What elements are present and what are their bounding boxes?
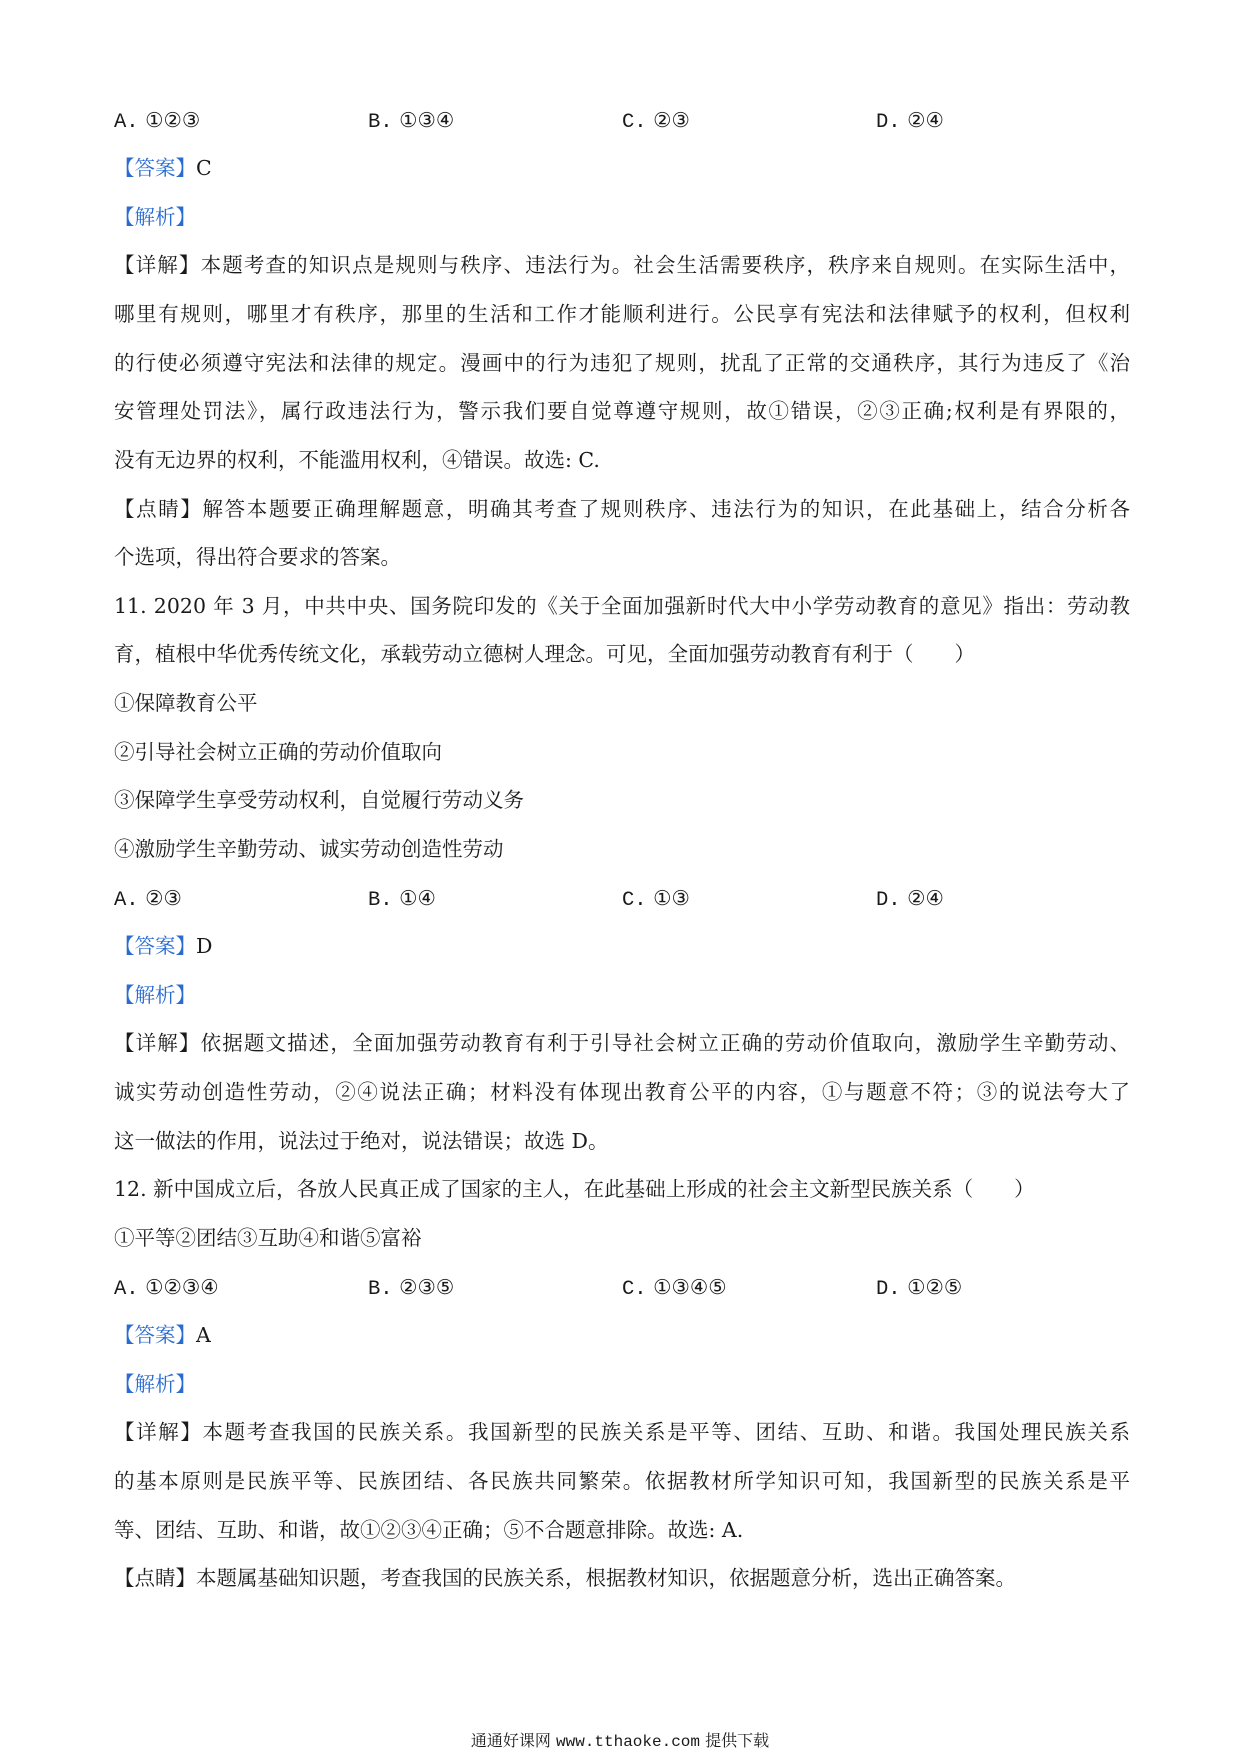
q11-detail-line: 这一做法的作用，说法过于绝对，说法错误；故选 D。 (114, 1129, 609, 1153)
analysis-tag: 【解析】 (114, 983, 196, 1007)
q10-option-a: A. ①②③ (114, 108, 201, 134)
page-footer (0, 1730, 1240, 1753)
detail-tag: 【详解】 (114, 1031, 201, 1055)
q11-options (114, 884, 1130, 912)
q10-options (114, 106, 1130, 134)
q10-option-c: C. ②③ (622, 108, 690, 134)
q10-answer: 【答案】C (114, 156, 212, 180)
q12-option-b: B. ②③⑤ (368, 1275, 455, 1301)
q10-option-b: B. ①③④ (368, 108, 455, 134)
comment-tag: 【点睛】 (114, 497, 203, 521)
q10-option-d: D. ②④ (876, 108, 944, 134)
q12-option-a: A. ①②③④ (114, 1275, 219, 1301)
q10-detail-line: 哪里有规则，哪里才有秩序，那里的生活和工作才能顺利进行。公民享有宪法和法律赋予的权利，但权利 (114, 302, 1130, 326)
q11-item: ④激励学生辛勤劳动、诚实劳动创造性劳动 (114, 837, 504, 861)
q12-detail-line: 【详解】本题考查我国的民族关系。我国新型的民族关系是平等、团结、互助、和谐。我国处理民族关系 (114, 1420, 1131, 1444)
q11-stem-line: 11. 2020 年 3 月，中共中央、国务院印发的《关于全面加强新时代大中小学劳动教育的意见》指出：劳动教 (114, 594, 1130, 618)
footer-site-name: 通通好课网 (470, 1731, 551, 1750)
answer-tag: 【答案】 (114, 934, 196, 958)
q11-detail-line: 诚实劳动创造性劳动，②④说法正确；材料没有体现出教育公平的内容，①与题意不符；③的说法夸大了 (114, 1080, 1130, 1104)
answer-tag: 【答案】 (114, 1323, 196, 1347)
detail-tag: 【详解】 (114, 253, 201, 277)
q11-option-c: C. ①③ (622, 886, 690, 912)
q10-detail-line: 的行使必须遵守宪法和法律的规定。漫画中的行为违犯了规则，扰乱了正常的交通秩序，其行为违反了《治 (114, 351, 1130, 375)
q12-options (114, 1273, 1130, 1301)
comment-tag: 【点睛】 (114, 1566, 196, 1590)
analysis-tag: 【解析】 (114, 1372, 196, 1396)
q12-stem-line: 12. 新中国成立后，各放人民真正成了国家的主人，在此基础上形成的社会主文新型民族关系（ ） (114, 1177, 1035, 1201)
q10-comment-line: 【点睛】解答本题要正确理解题意，明确其考查了规则秩序、违法行为的知识，在此基础上，结合分析各 (114, 497, 1131, 521)
q11-stem-line: 育，植根中华优秀传统文化，承载劳动立德树人理念。可见，全面加强劳动教育有利于（ ） (114, 642, 975, 666)
q12-item: ①平等②团结③互助④和谐⑤富裕 (114, 1226, 422, 1250)
q12-option-d: D. ①②⑤ (876, 1275, 963, 1301)
q11-item: ③保障学生享受劳动权利，自觉履行劳动义务 (114, 788, 524, 812)
q11-answer: 【答案】D (114, 934, 213, 958)
q12-answer: 【答案】A (114, 1323, 211, 1347)
q11-detail-line: 【详解】依据题文描述，全面加强劳动教育有利于引导社会树立正确的劳动价值取向，激励学生辛勤劳动、 (114, 1031, 1131, 1055)
footer-suffix: 提供下载 (705, 1731, 770, 1750)
footer-url[interactable]: www.tthaoke.com (555, 1733, 701, 1751)
q12-detail-line: 的基本原则是民族平等、民族团结、各民族共同繁荣。依据教材所学知识可知，我国新型的民族关系是平 (114, 1469, 1130, 1493)
q11-item: ①保障教育公平 (114, 691, 258, 715)
detail-tag: 【详解】 (114, 1420, 203, 1444)
q11-option-a: A. ②③ (114, 886, 182, 912)
q10-analysis (114, 203, 1130, 231)
q12-option-c: C. ①③④⑤ (622, 1275, 727, 1301)
q10-detail-line: 安管理处罚法》，属行政违法行为，警示我们要自觉尊遵守规则，故①错误，②③正确;权利是有界限的， (114, 399, 1130, 423)
q10-detail-line: 【详解】本题考查的知识点是规则与秩序、违法行为。社会生活需要秩序，秩序来自规则。在实际生活中， (114, 253, 1131, 277)
q11-option-d: D. ②④ (876, 886, 944, 912)
q12-detail-line: 等、团结、互助、和谐，故①②③④正确；⑤不合题意排除。故选: A. (114, 1518, 744, 1542)
q10-detail-line: 没有无边界的权利，不能滥用权利，④错误。故选: C. (114, 448, 600, 472)
q12-analysis (114, 1370, 1130, 1398)
q12-comment-line: 【点睛】本题属基础知识题，考查我国的民族关系，根据教材知识，依据题意分析，选出正确答案。 (114, 1566, 1016, 1590)
q10-comment-line: 个选项，得出符合要求的答案。 (114, 545, 401, 569)
q11-analysis (114, 981, 1130, 1009)
q11-item: ②引导社会树立正确的劳动价值取向 (114, 740, 442, 764)
analysis-tag: 【解析】 (114, 205, 196, 229)
q11-option-b: B. ①④ (368, 886, 436, 912)
answer-tag: 【答案】 (114, 156, 196, 180)
